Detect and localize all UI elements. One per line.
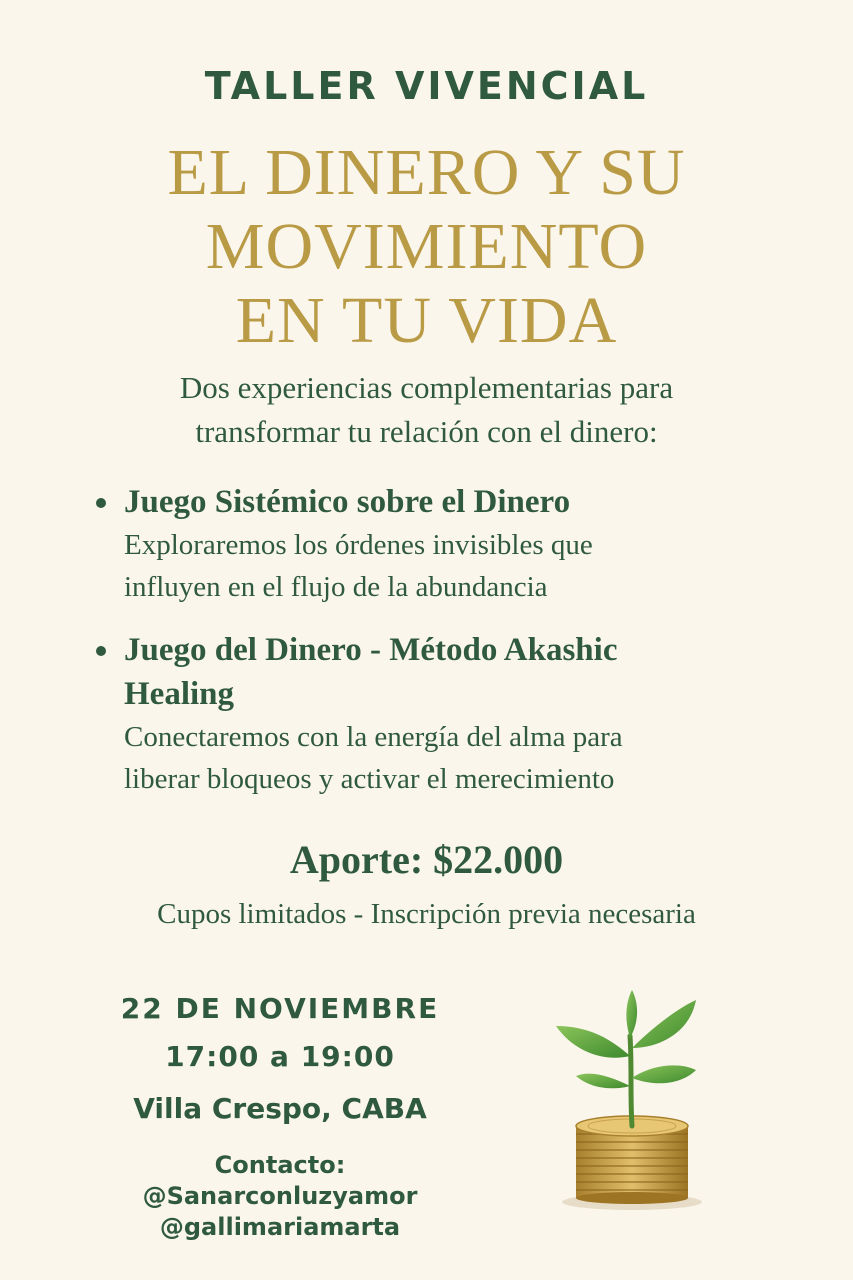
contact-handle: @gallimariamarta (159, 1213, 401, 1241)
plant-sprout (556, 990, 696, 1126)
price-label: Aporte: $22.000 (289, 837, 564, 882)
event-place: Villa Crespo, CABA (133, 1092, 427, 1125)
experience-item-akashic-game (96, 628, 796, 800)
event-title (0, 136, 853, 358)
experience-title: Healing (124, 676, 235, 712)
coin-stack (576, 1116, 688, 1204)
title-line: EN TU VIDA (235, 284, 618, 357)
experience-description: Conectaremos con la energía del alma para (124, 721, 623, 753)
intro-line: transformar tu relación con el dinero: (195, 414, 658, 449)
title-line: MOVIMIENTO (205, 210, 648, 283)
availability-note: Cupos limitados - Inscripción previa necesaria (157, 898, 696, 930)
bullet-icon (96, 646, 106, 656)
experience-title: Juego del Dinero - Método Akashic (124, 632, 618, 668)
plant-on-coins-icon (520, 966, 760, 1216)
intro-text (0, 366, 853, 454)
event-kicker: TALLER VIVENCIAL (204, 64, 649, 108)
experience-description: Exploraremos los órdenes invisibles que (124, 529, 593, 561)
contact-label: Contacto: (214, 1151, 346, 1179)
event-date: 22 DE NOVIEMBRE (120, 992, 440, 1025)
contact-block (80, 1150, 480, 1243)
experience-description: liberar bloqueos y activar el merecimiento (124, 763, 615, 795)
experience-title: Juego Sistémico sobre el Dinero (124, 484, 571, 520)
experience-item-systemic-game (96, 480, 796, 608)
contact-handle: @Sanarconluzyamor (142, 1182, 418, 1210)
bullet-icon (96, 498, 106, 508)
title-line: EL DINERO Y SU (167, 136, 686, 209)
intro-line: Dos experiencias complementarias para (179, 370, 674, 405)
experience-description: influyen en el flujo de la abundancia (124, 571, 548, 603)
event-time: 17:00 a 19:00 (165, 1040, 395, 1073)
